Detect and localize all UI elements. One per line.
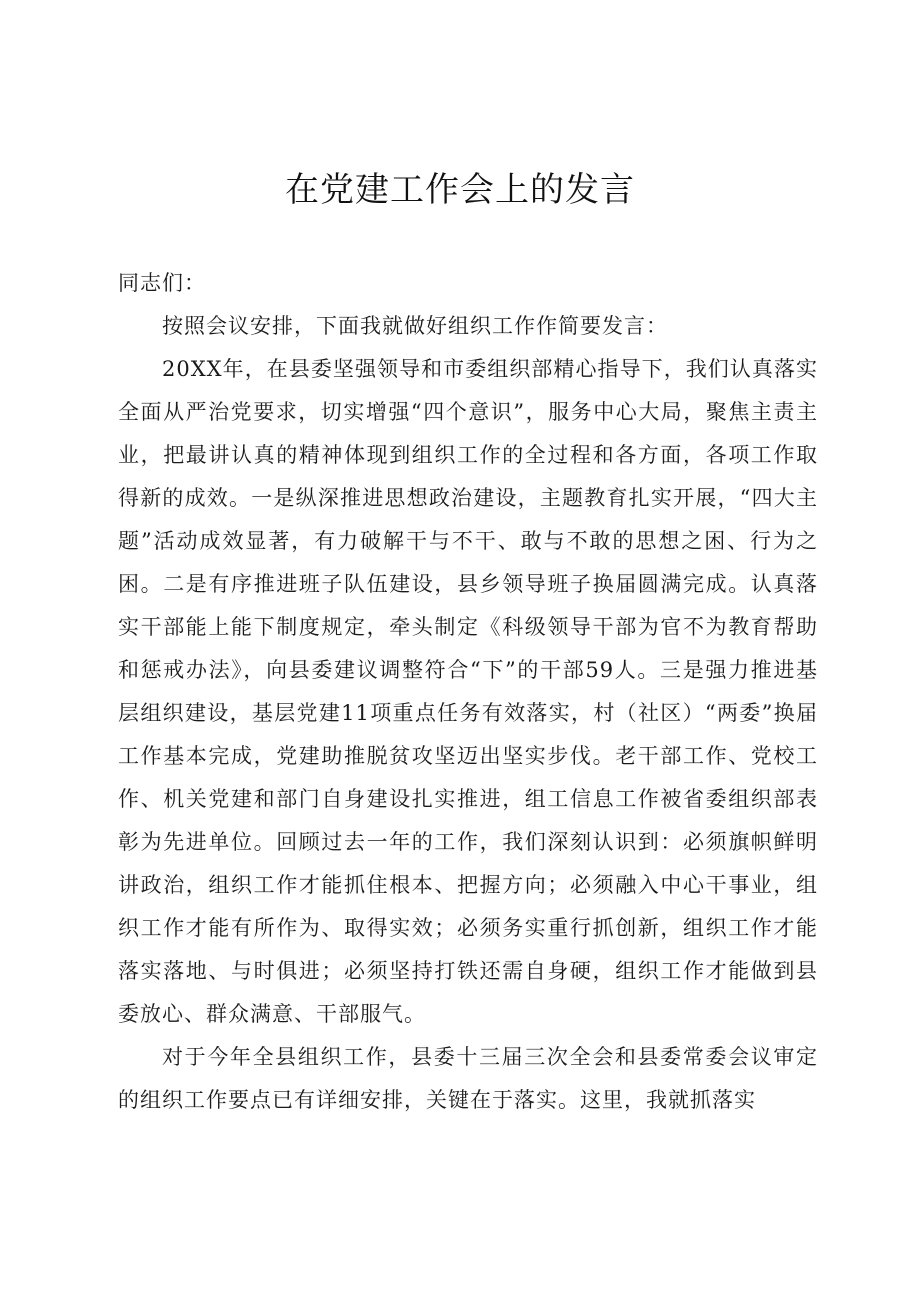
document-title: 在党建工作会上的发言 (285, 170, 635, 210)
paragraph-plan: 对于今年全县组织工作，县委十三届三次全会和县委常委会议审定的组织工作要点已有详细安排，关键在于落实。这里，我就抓落实 (118, 1045, 818, 1112)
paragraph-intro: 按照会议安排，下面我就做好组织工作作简要发言： (162, 314, 668, 338)
salutation: 同志们： (118, 271, 206, 295)
paragraph-review: 20XX年，在县委坚强领导和市委组织部精心指导下，我们认真落实全面从严治党要求，切实增强“四个意识”，服务中心大局，聚焦主责主业，把最讲认真的精神体现到组织工作的全过程和各方面，各项工作取得新的成效。一是纵深推进思想政治建设，主题教育扎实开展，“四大主题”活动成效显著，有力破解干与不干、敢与不敢的思想之困、行为之困。二是有序推进班子队伍建设，县乡领导班子换届圆满完成。认真落实干部能上能下制度规定，牵头制定《科级领导干部为官不为教育帮助和惩戒办法》，向县委建议调整符合“下”的干部59人。三是强力推进基层组织建设，基层党建11项重点任务有效落实，村（社区）“两委”换届工作基本完成，党建助推脱贫攻坚迈出坚实步伐。老干部工作、党校工作、机关党建和部门自身建设扎实推进，组工信息工作被省委组织部表彰为先进单位。回顾过去一年的工作，我们深刻认识到：必须旗帜鲜明讲政治，组织工作才能抓住根本、把握方向；必须融入中心干事业，组织工作才能有所作为、取得实效；必须务实重行抓创新，组织工作才能落实落地、与时俱进；必须坚持打铁还需自身硬，组织工作才能做到县委放心、群众满意、干部服气。 (118, 357, 818, 1026)
document-body (118, 262, 818, 1122)
